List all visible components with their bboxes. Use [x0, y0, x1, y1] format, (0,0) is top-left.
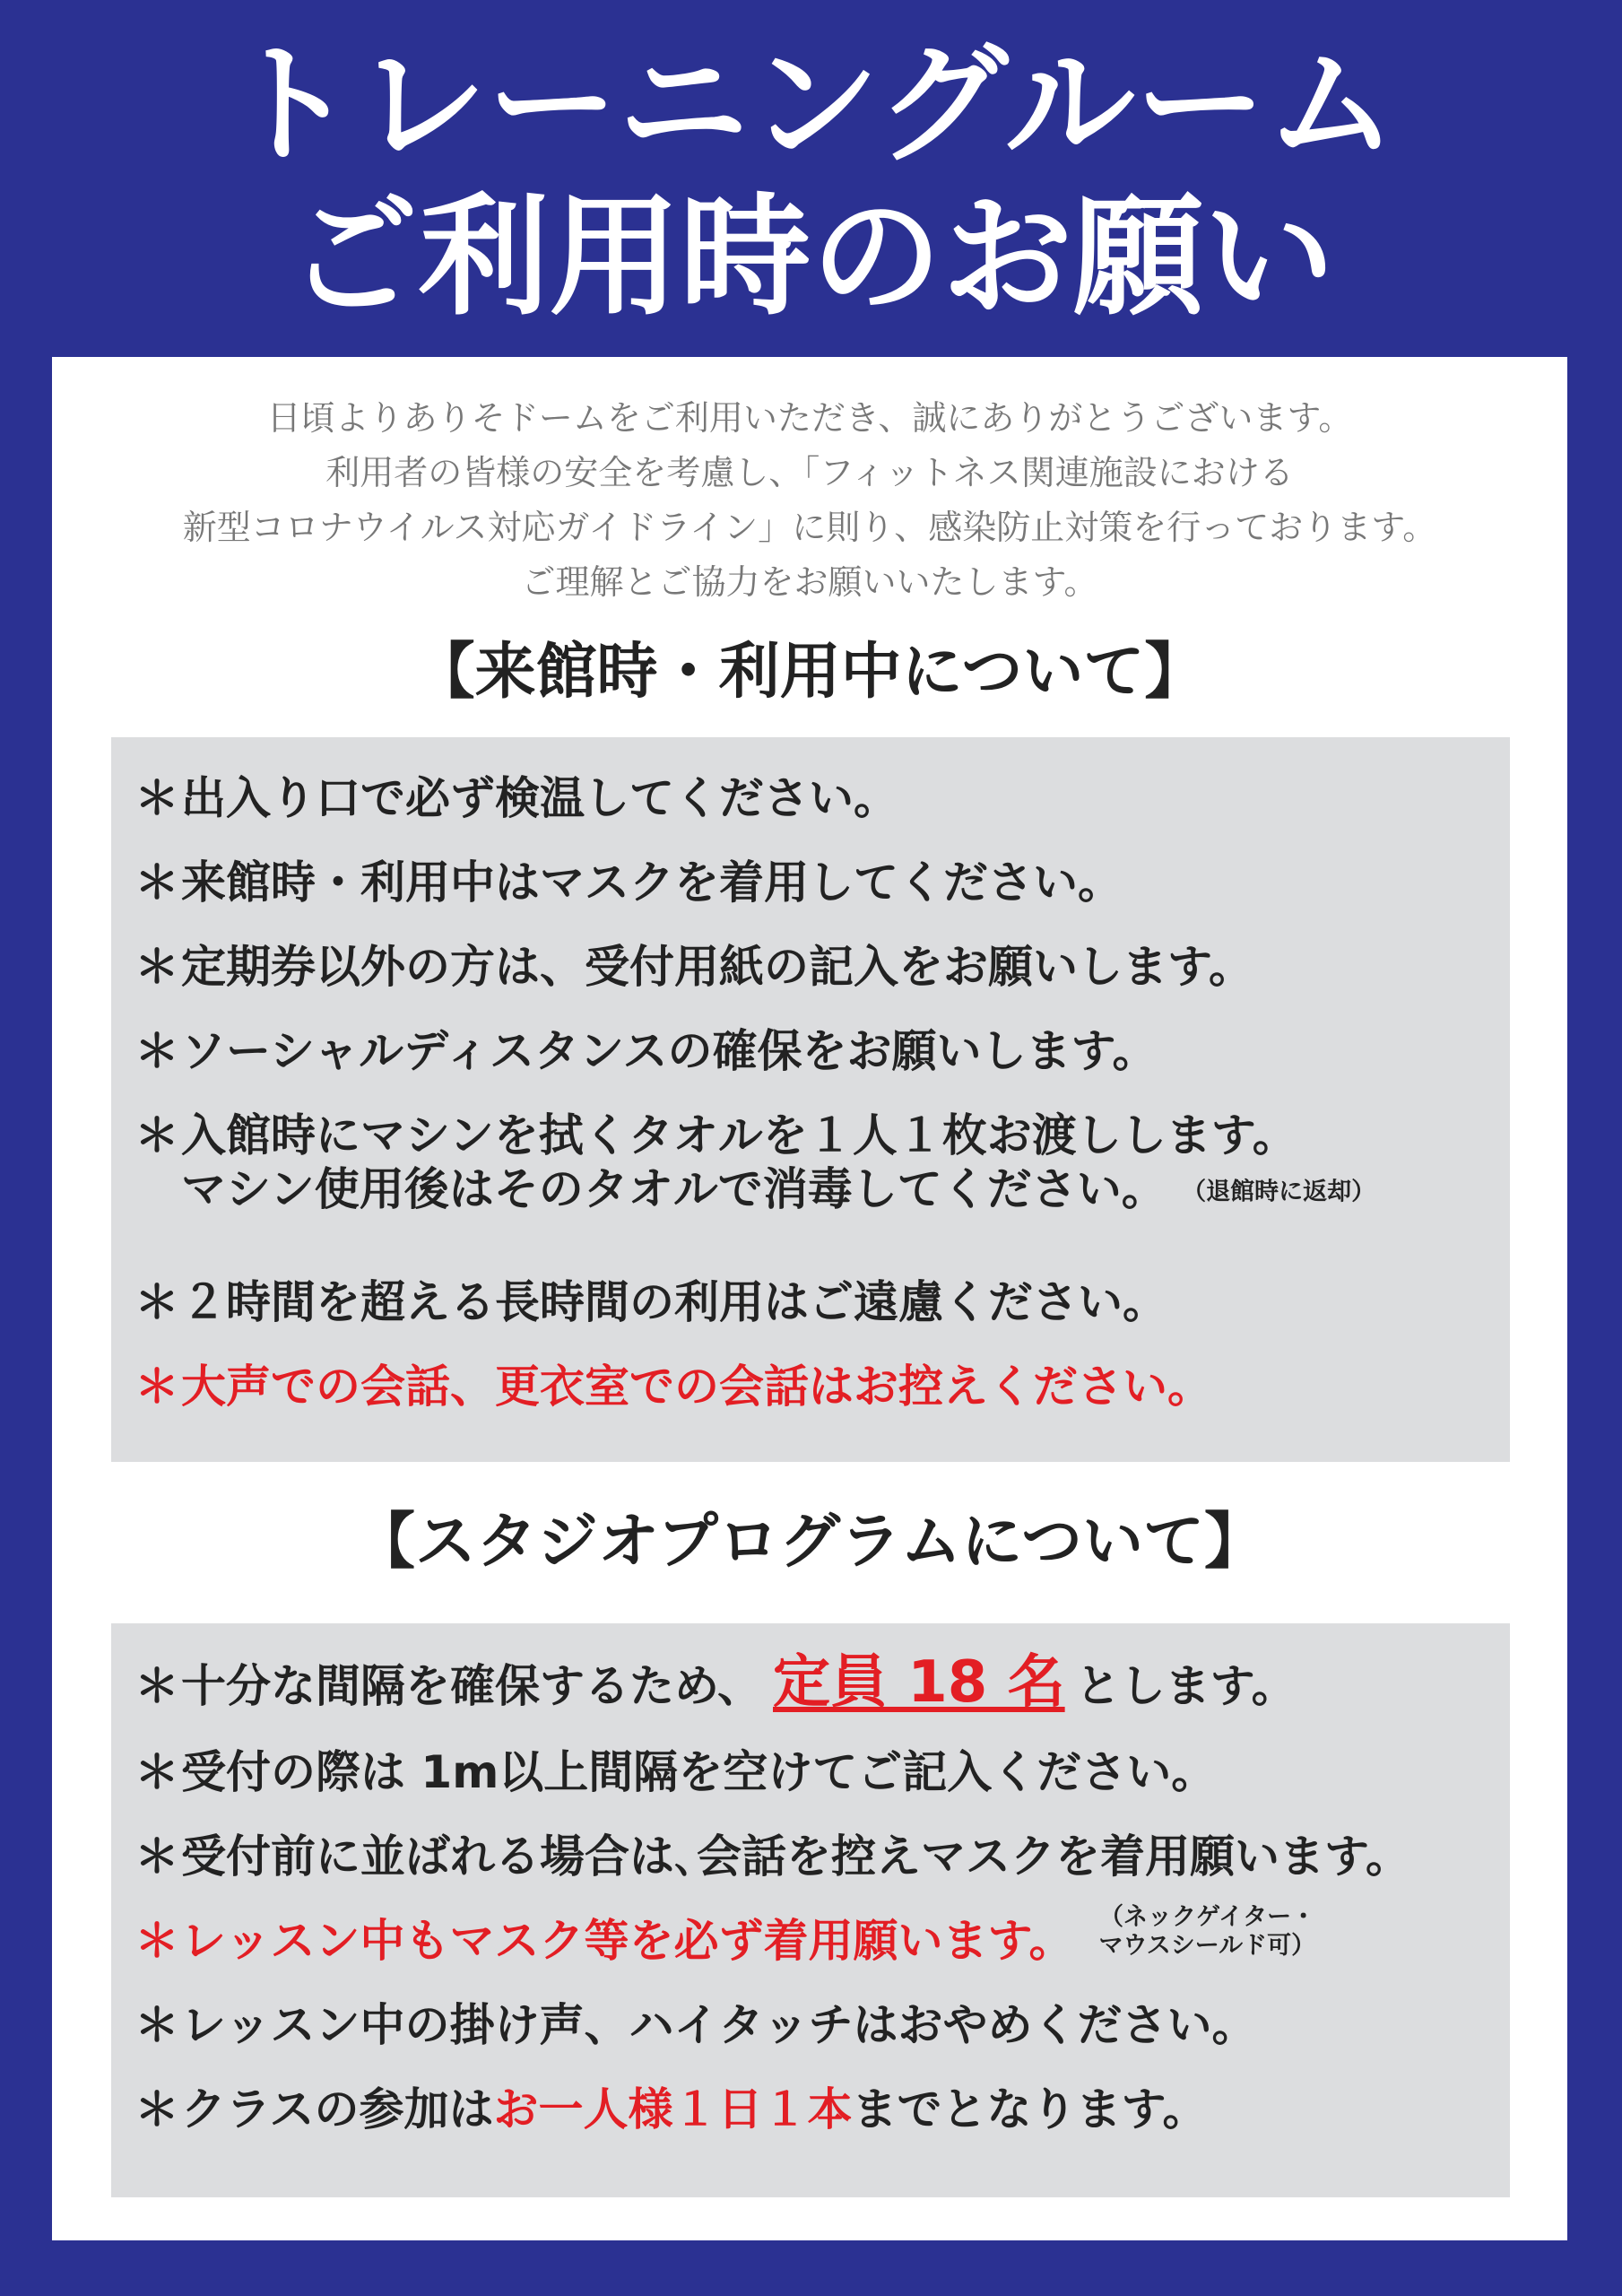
asterisk-marker: ＊: [134, 1831, 179, 1883]
asterisk-marker: ＊: [134, 772, 179, 824]
list-item: [134, 1109, 1501, 1220]
item-text: レッスン中の掛け声、ハイタッチはおやめください。: [181, 1999, 1257, 2051]
item-text-continued: [134, 1162, 1501, 1220]
item-text: とします。: [1075, 1660, 1297, 1712]
list-item: [134, 1998, 1501, 2052]
mask-note-line: マウスシールド可）: [1098, 1932, 1316, 1960]
asterisk-marker: ＊: [134, 1361, 179, 1413]
item-text: 受付前に並ばれる場合は､会話を控えマスクを着用願います。: [181, 1831, 1410, 1883]
title-line-2: ご利用時のお願い: [287, 181, 1335, 334]
list-item: [134, 1024, 1501, 1078]
list-item-alert: [134, 1903, 1501, 1968]
item-text: ソーシャルディスタンスの確保をお願いします。: [181, 1025, 1158, 1077]
section-heading-studio: 【スタジオプログラムについて】: [354, 1507, 1265, 1578]
asterisk-marker: ＊: [134, 1109, 179, 1161]
asterisk-marker: ＊: [134, 1915, 179, 1967]
list-item: [134, 2083, 1501, 2136]
title-line-1: トレーニングルーム: [225, 29, 1397, 181]
asterisk-marker: ＊: [134, 857, 179, 909]
rules-box-visit: [111, 737, 1510, 1462]
list-item: [134, 940, 1501, 994]
item-text: 出入り口で必ず検温してください。: [181, 772, 898, 824]
asterisk-marker: ＊: [134, 1999, 179, 2051]
item-text: クラスの参加は: [181, 2083, 494, 2135]
item-text: 十分な間隔を確保するため、: [181, 1660, 762, 1712]
asterisk-marker: ＊: [134, 1660, 179, 1712]
asterisk-marker: ＊: [134, 1746, 179, 1798]
mask-note: [1099, 1903, 1316, 1961]
item-text: レッスン中もマスク等を必ず着用願います。: [181, 1915, 1074, 1967]
intro-line: 日頃よりありそドームをご利用いただき、誠にありがとうございます。: [266, 398, 1353, 438]
item-text: 受付の際は 1m以上間隔を空けてご記入ください。: [181, 1746, 1217, 1798]
intro-text: [52, 391, 1567, 610]
list-item: [134, 1745, 1501, 1799]
asterisk-marker: ＊: [134, 1025, 179, 1077]
content-panel: [52, 357, 1567, 2240]
list-item: [134, 856, 1501, 909]
return-note: （退館時に返却）: [1182, 1178, 1376, 1206]
list-item: [134, 1830, 1501, 1883]
list-item: [134, 1649, 1501, 1716]
item-text: マシン使用後はそのタオルで消毒してください。: [181, 1163, 1167, 1215]
list-item-alert: [134, 1360, 1501, 1413]
item-text: ２時間を超える長時間の利用はご遠慮ください。: [181, 1276, 1167, 1328]
capacity-highlight: 定員 18 名: [773, 1649, 1065, 1716]
mask-note-line: （ネックゲイター・: [1099, 1903, 1316, 1931]
intro-line: 新型コロナウイルス対応ガイドライン」に則り、感染防止対策を行っております。: [182, 508, 1437, 547]
item-text: までとなります。: [852, 2083, 1208, 2135]
asterisk-marker: ＊: [134, 1276, 179, 1328]
item-text: 定期券以外の方は、受付用紙の記入をお願いします。: [181, 941, 1253, 993]
rules-box-studio: [111, 1623, 1510, 2197]
limit-highlight: お一人様１日１本: [493, 2083, 853, 2135]
item-text: 大声での会話、更衣室での会話はお控えください。: [181, 1361, 1212, 1413]
intro-line: ご理解とご協力をお願いいたします。: [521, 562, 1098, 602]
item-text: 入館時にマシンを拭くタオルを１人１枚お渡しします。: [181, 1109, 1297, 1161]
asterisk-marker: ＊: [134, 941, 179, 993]
list-item: [134, 1275, 1501, 1329]
list-item: [134, 771, 1501, 825]
intro-line: 利用者の皆様の安全を考慮し、「フィットネス関連施設における: [325, 453, 1294, 492]
section-heading-visit: 【来館時・利用中について】: [413, 637, 1206, 708]
asterisk-marker: ＊: [134, 2083, 179, 2135]
item-text: 来館時・利用中はマスクを着用してください。: [181, 857, 1123, 909]
